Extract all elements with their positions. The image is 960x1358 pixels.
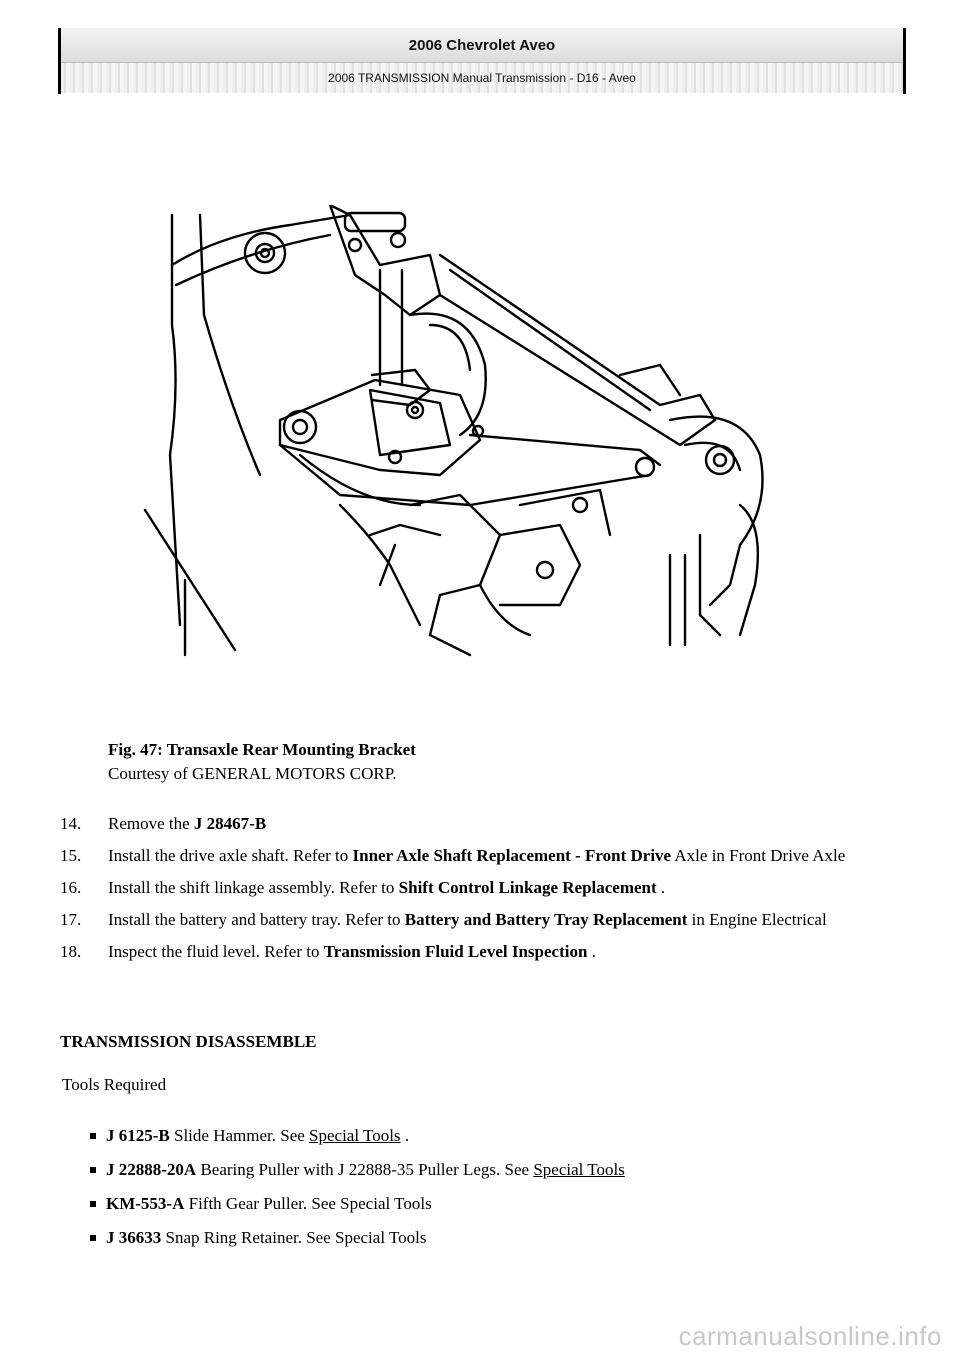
bullet-icon [90,1133,96,1139]
special-tools-link[interactable]: Special Tools [533,1160,625,1179]
watermark: carmanualsonline.info [678,1321,942,1351]
tool-text: Slide Hammer. See [169,1126,310,1145]
step-text: Install the drive axle shaft. Refer to [108,846,353,865]
step-reference[interactable]: Shift Control Linkage Replacement [398,878,657,897]
tool-text: Fifth Gear Puller. See Special Tools [184,1194,432,1213]
tool-id: J 36633 [106,1228,162,1247]
tool-text: Bearing Puller with J 22888-35 Puller Legs. See [196,1160,534,1179]
header-title: 2006 Chevrolet Aveo [61,28,903,63]
step-text: Remove the [108,814,194,833]
list-item [90,1226,625,1250]
procedure-steps [60,812,900,972]
list-item [90,1124,625,1148]
step-text: Inspect the fluid level. Refer to [108,942,324,961]
list-item [60,844,900,868]
step-number: 17. [60,910,82,929]
tool-id: J 6125-B [106,1126,170,1145]
list-item [60,908,900,932]
caption-title: Fig. 47: Transaxle Rear Mounting Bracket [108,740,416,759]
step-reference[interactable]: Transmission Fluid Level Inspection [323,942,588,961]
special-tools-link[interactable]: Special Tools [309,1126,401,1145]
transaxle-mount-illustration [140,205,780,665]
tool-text-end: . [400,1126,410,1145]
list-item [60,812,900,836]
tool-text: Snap Ring Retainer. See Special Tools [161,1228,427,1247]
caption-credit: Courtesy of GENERAL MOTORS CORP. [108,764,397,783]
tools-list [90,1124,625,1260]
step-number: 14. [60,814,82,833]
step-text: Install the battery and battery tray. Refer to [108,910,405,929]
figure-caption [108,738,416,786]
step-number: 16. [60,878,82,897]
list-item [90,1192,625,1216]
tool-id: J 22888-20A [106,1160,197,1179]
step-text-end: . [656,878,666,897]
section-title: TRANSMISSION DISASSEMBLE [60,1032,317,1051]
page-header [58,28,906,94]
tools-required-label: Tools Required [62,1075,167,1094]
step-reference[interactable]: Battery and Battery Tray Replacement [404,910,688,929]
step-text-end: Axle in Front Drive Axle [671,846,846,865]
bullet-icon [90,1201,96,1207]
list-item [90,1158,625,1182]
step-tool: J 28467-B [193,814,267,833]
list-item [60,876,900,900]
tool-id: KM-553-A [106,1194,185,1213]
step-reference[interactable]: Inner Axle Shaft Replacement - Front Drive [352,846,672,865]
step-text-end: in Engine Electrical [687,910,827,929]
step-text-end: . [587,942,596,961]
bullet-icon [90,1167,96,1173]
list-item [60,940,900,964]
step-number: 18. [60,942,82,961]
step-number: 15. [60,846,82,865]
header-subtitle: 2006 TRANSMISSION Manual Transmission - D16 - Aveo [61,63,903,93]
bullet-icon [90,1235,96,1241]
step-text: Install the shift linkage assembly. Refer to [108,878,399,897]
